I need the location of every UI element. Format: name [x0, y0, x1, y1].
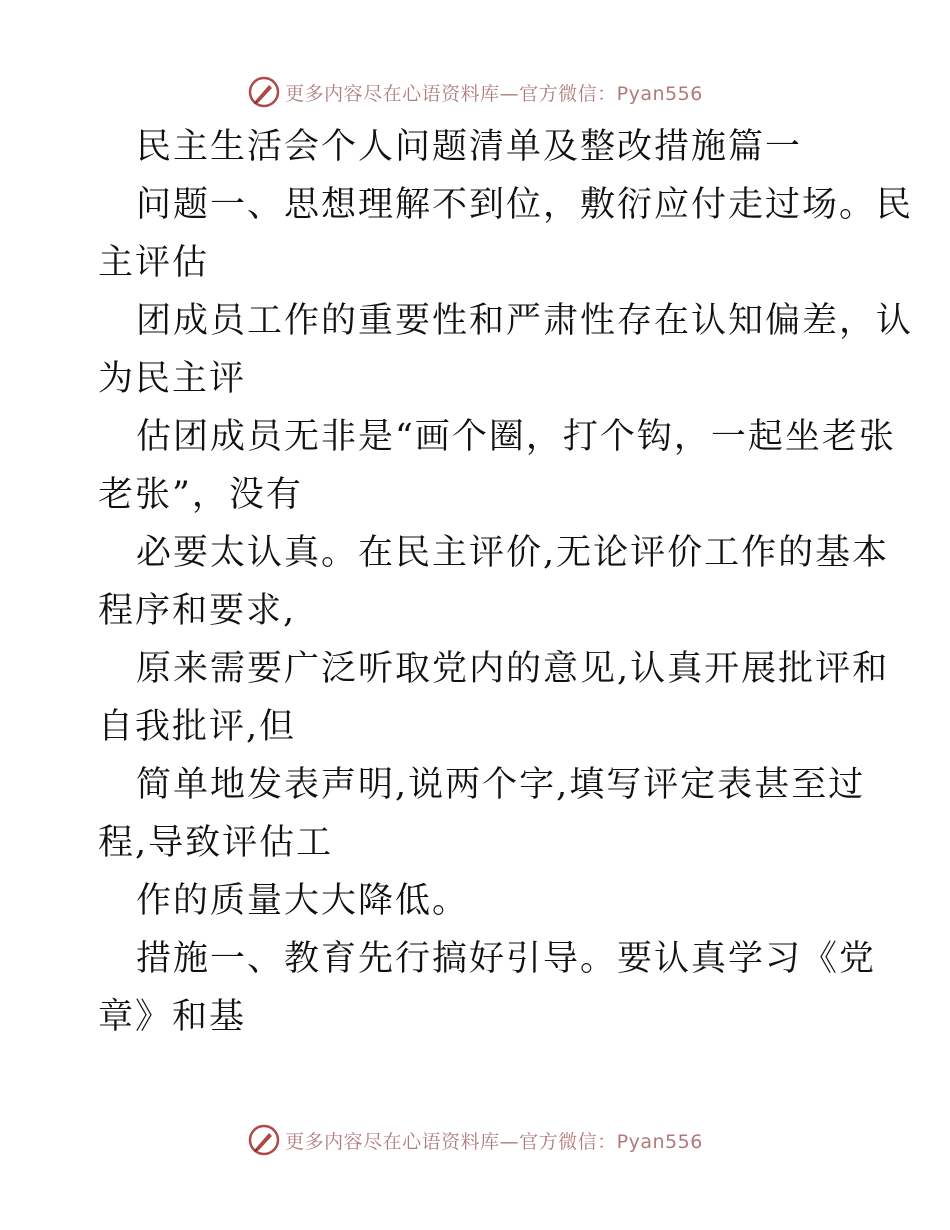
text-line: 问题一、思想理解不到位，敷衍应付走过场。民	[136, 185, 914, 225]
header-banner	[0, 72, 950, 112]
text-line: 自我批评,但	[98, 707, 297, 747]
text-line: 简单地发表声明,说两个字,填写评定表甚至过	[136, 765, 866, 805]
text-line: 为民主评	[98, 359, 247, 399]
footer-banner	[0, 1120, 950, 1160]
text-line: 作的质量大大降低。	[136, 881, 470, 921]
document-body	[98, 118, 914, 1046]
pen-circle-icon	[247, 75, 281, 109]
text-line: 程,导致评估工	[98, 823, 334, 863]
text-line: 程序和要求,	[98, 591, 297, 631]
text-line: 老张”，没有	[98, 475, 303, 515]
banner-text: 更多内容尽在心语资料库—官方微信：Pyan556	[285, 1130, 703, 1153]
text-line: 必要太认真。在民主评价,无论评价工作的基本	[136, 533, 890, 573]
text-line: 措施一、教育先行搞好引导。要认真学习《党	[136, 939, 877, 979]
text-line: 主评估	[98, 243, 210, 283]
text-line: 章》和基	[98, 997, 247, 1037]
banner-text: 更多内容尽在心语资料库—官方微信：Pyan556	[285, 82, 703, 105]
text-line: 原来需要广泛听取党内的意见,认真开展批评和	[136, 649, 890, 689]
text-line: 民主生活会个人问题清单及整改措施篇一	[136, 127, 803, 167]
pen-circle-icon	[247, 1123, 281, 1157]
text-line: 估团成员无非是“画个圈，打个钩，一起坐老张	[136, 417, 896, 457]
text-line: 团成员工作的重要性和严肃性存在认知偏差，认	[136, 301, 914, 341]
